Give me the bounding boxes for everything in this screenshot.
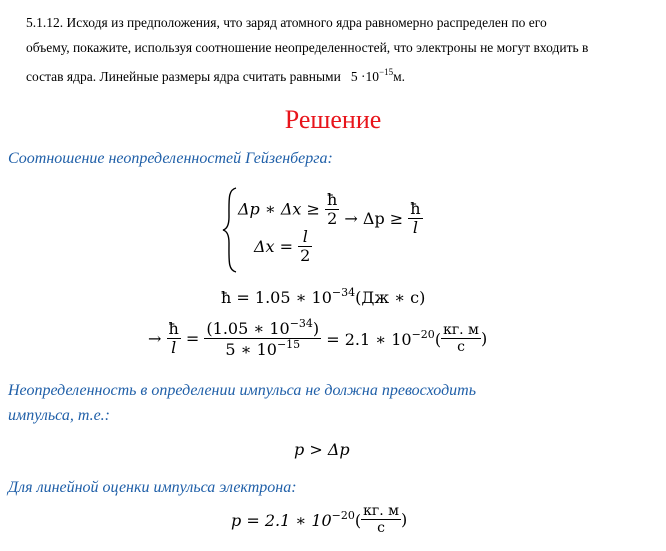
p-unit-den: с: [377, 520, 385, 537]
problem-line-3: [26, 60, 646, 89]
hbar-unit: (Дж ∗ с): [355, 288, 426, 307]
ratio-close-paren: ): [480, 329, 488, 349]
row2-lhs: Δx =: [254, 237, 294, 257]
ratio-arrow: →: [148, 329, 162, 349]
num-text: (1.05 ∗ 10: [206, 319, 290, 338]
momentum-inequality: p > Δp: [294, 440, 350, 459]
section-linear-estimate: Для линейной оценки импульса электрона:: [8, 479, 297, 496]
p-eq-lhs-wrap: p = 2.1 ∗ $10^{-20}$(: [231, 509, 362, 531]
row1-lhs: Δp ∗ Δx ≥: [238, 199, 320, 219]
section-uncertainty-line-2: импульса, т.е.:: [8, 407, 111, 424]
solution-heading: Решение: [284, 105, 382, 134]
nucleus-size-value: 5 ·10: [350, 69, 380, 84]
ratio-unit-num: кг. м: [443, 322, 479, 339]
nucleus-size-unit: м.: [393, 69, 406, 84]
system-brace: [222, 187, 238, 273]
result-hbar: ħ: [410, 199, 421, 218]
value-fraction: [204, 318, 321, 360]
p-eq-exp: −20: [331, 509, 355, 523]
problem-statement: [26, 10, 646, 89]
ratio-result-text: = 2.1 ∗ 10: [326, 330, 412, 350]
problem-line-1: 5.1.12. Исходя из предположения, что заряд атомного ядра равномерно распределен по его: [26, 15, 547, 30]
row1-two: 2: [327, 209, 338, 229]
ratio-l: l: [171, 338, 177, 358]
momentum-equation: [231, 503, 407, 536]
ratio-unit-den: с: [457, 339, 465, 356]
row2-two: 2: [300, 246, 311, 266]
p-unit-fraction: [361, 503, 401, 536]
row1-hbar: ħ: [327, 190, 338, 209]
den-exp: −15: [276, 338, 301, 352]
row1-arrow-result: → Δp ≥: [344, 209, 404, 229]
section-uncertainty-line-1: Неопределенность в определении импульса не должна превосходить: [8, 382, 476, 399]
value-numerator: [204, 318, 321, 339]
system-row-2: [254, 228, 312, 266]
row2-fraction: [298, 228, 312, 266]
row1-fraction: [325, 191, 339, 229]
section-heisenberg-label: Соотношение неопределенностей Гейзенберга:: [8, 150, 333, 167]
den-text: 5 ∗ 10: [225, 340, 277, 360]
ratio-fraction: [167, 320, 181, 358]
ratio-eq-sign: =: [185, 329, 200, 349]
p-eq-lhs: p = 2.1 ∗ 10: [231, 511, 332, 531]
nucleus-size-exp: −15: [379, 67, 394, 77]
hbar-lhs: ħ = 1.05 ∗ 10: [221, 288, 332, 307]
hbar-equation: [221, 286, 425, 307]
p-close-paren: ): [401, 510, 408, 530]
ratio-hbar: ħ: [168, 319, 179, 338]
ratio-unit-fraction: [441, 322, 481, 355]
row2-l: l: [298, 228, 312, 247]
problem-line-2: объему, покажите, используя соотношение неопределенностей, что электроны не могут входить в: [26, 40, 589, 55]
p-unit-num: кг. м: [363, 503, 400, 519]
num-close: ): [312, 319, 320, 338]
ratio-equation: [148, 318, 487, 360]
value-denominator: [204, 339, 321, 359]
num-exp: −34: [289, 317, 313, 330]
problem-line-3-text: состав ядра. Линейные размеры ядра считать равными: [26, 69, 341, 84]
hbar-exp: −34: [331, 286, 356, 299]
row1-result-fraction: [408, 200, 422, 238]
result-l: l: [412, 218, 419, 238]
ratio-result: = 2.1 ∗ $10^{-20}$(: [326, 328, 442, 350]
ratio-result-exp: −20: [411, 328, 435, 342]
